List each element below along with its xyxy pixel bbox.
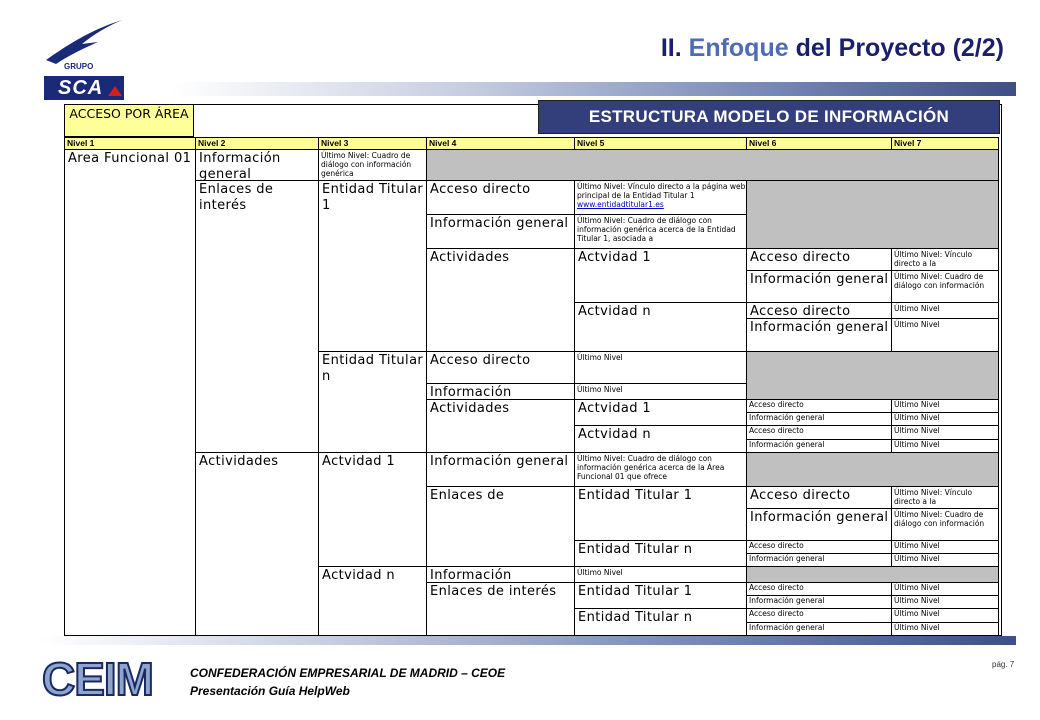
l4-actividades: Actividades xyxy=(426,399,575,453)
header-gradient-bar xyxy=(172,82,1016,96)
l6-info-general-small: Información general xyxy=(746,622,892,636)
l4-acceso-directo: Acceso directo xyxy=(426,180,575,215)
l7-ultimo-nivel: Último Nivel xyxy=(891,399,999,413)
l6-info-general-small: Información general xyxy=(746,412,892,426)
l5-ultimo-nivel: Último Nivel xyxy=(574,383,747,400)
level-header: Nivel 2 xyxy=(195,137,319,150)
l4-informacion: Información xyxy=(426,383,575,400)
l6-acceso-directo-small: Acceso directo xyxy=(746,582,892,596)
l4-enlaces-interes: Enlaces de interés xyxy=(426,582,575,636)
l5-ultimo-nivel: Último Nivel xyxy=(574,351,747,384)
l3-actvidad-n: Actvidad n xyxy=(318,566,427,636)
l5-entidad-titular-1: Entidad Titular 1 xyxy=(574,486,747,541)
organization-name: CONFEDERACIÓN EMPRESARIAL DE MADRID – CEOE xyxy=(190,666,506,680)
l3-actvidad-1: Actvidad 1 xyxy=(318,452,427,567)
level-header: Nivel 5 xyxy=(574,137,747,150)
l5-entidad-titular-n: Entidad Titular n xyxy=(574,608,747,636)
entidad-link[interactable]: www.entidadtitular1.es xyxy=(577,200,664,209)
l3-entidad-titular-1: Entidad Titular 1 xyxy=(318,180,427,352)
l5-vinculo-directo: Último Nivel: Vínculo directo a la página web principal de la Entidad Titular 1 www.entidadtitular1.es xyxy=(574,180,747,215)
gray-fill xyxy=(746,566,999,583)
l4-informacion: Información xyxy=(426,566,575,583)
l3-ultimo-cuadro: Último Nivel: Cuadro de diálogo con información genérica xyxy=(318,149,427,181)
l7-ultimo-nivel: Último Nivel xyxy=(891,608,999,623)
ceim-logo-text: CEIM xyxy=(42,653,153,705)
l4-info-general: Información general xyxy=(426,214,575,249)
l7-ultimo-nivel: Último Nivel xyxy=(891,595,999,609)
l4-actividades: Actividades xyxy=(426,248,575,352)
footer-gradient-bar xyxy=(40,636,1016,645)
acceso-por-area-label: ACCESO POR ÁREA xyxy=(64,104,194,137)
l3-entidad-titular-n: Entidad Titular n xyxy=(318,351,427,453)
l7-cuadro: Último Nivel: Cuadro de diálogo con información xyxy=(891,508,999,541)
l7-ultimo-nivel: Último Nivel xyxy=(891,582,999,596)
l6-info-general-small: Información general xyxy=(746,553,892,567)
l7-ultimo-nivel: Último Nivel xyxy=(891,540,999,554)
level-header: Nivel 3 xyxy=(318,137,427,150)
l6-info-general-small: Información general xyxy=(746,439,892,453)
l5-actvidad-n: Actvidad n xyxy=(574,425,747,453)
l7-ultimo-nivel: Último Nivel xyxy=(891,425,999,440)
l6-acceso-directo-small: Acceso directo xyxy=(746,540,892,554)
l7-ultimo-nivel: Último Nivel xyxy=(891,622,999,636)
l7-ultimo-nivel: Último Nivel xyxy=(891,318,999,352)
l6-info-general: Información general xyxy=(746,318,892,352)
l6-acceso-directo: Acceso directo xyxy=(746,248,892,271)
logo-red-mark xyxy=(108,86,122,96)
l6-acceso-directo-small: Acceso directo xyxy=(746,425,892,440)
l6-acceso-directo-small: Acceso directo xyxy=(746,399,892,413)
l2-info-general: Información general xyxy=(195,149,319,181)
l5-cuadro-area: Último Nivel: Cuadro de diálogo con información genérica acerca de la Área Funcional 01 que ofrece xyxy=(574,452,747,487)
gray-fill xyxy=(746,351,999,400)
level-header: Nivel 1 xyxy=(64,137,196,150)
l5-cuadro-entidad: Último Nivel: Cuadro de diálogo con información genérica acerca de la Entidad Titular 1, asociada a xyxy=(574,214,747,249)
l5-actvidad-1: Actvidad 1 xyxy=(574,399,747,426)
l2-enlaces-interes: Enlaces de interés xyxy=(195,180,319,453)
l4-info-general: Información general xyxy=(426,452,575,487)
grupo-sca-logo xyxy=(38,16,138,102)
l5-actvidad-1: Actvidad 1 xyxy=(574,248,747,303)
l6-acceso-directo-small: Acceso directo xyxy=(746,608,892,623)
l7-ultimo-nivel: Último Nivel xyxy=(891,439,999,453)
ceim-logo xyxy=(40,654,168,706)
section-title: ESTRUCTURA MODELO DE INFORMACIÓN xyxy=(538,100,1000,134)
level-header: Nivel 7 xyxy=(891,137,999,150)
l5-ultimo-nivel: Último Nivel xyxy=(574,566,747,583)
presentation-subtitle: Presentación Guía HelpWeb xyxy=(190,684,350,698)
l7-ultimo-nivel: Último Nivel xyxy=(891,553,999,567)
l7-vinculo: Último Nivel: Vínculo directo a la xyxy=(891,248,999,271)
page-number: pág. 7 xyxy=(992,660,1015,669)
gray-fill xyxy=(746,180,999,249)
l4-enlaces-de: Enlaces de xyxy=(426,486,575,567)
area-funcional-cell: Area Funcional 01 xyxy=(64,149,196,636)
l5-entidad-titular-n: Entidad Titular n xyxy=(574,540,747,567)
page-title: II. Enfoque del Proyecto (2/2) xyxy=(660,34,1004,62)
l7-vinculo: Último Nivel: Vínculo directo a la xyxy=(891,486,999,509)
l6-info-general: Información general xyxy=(746,508,892,541)
level-header: Nivel 4 xyxy=(426,137,575,150)
l7-ultimo-nivel: Último Nivel xyxy=(891,412,999,426)
l5-actvidad-n: Actvidad n xyxy=(574,302,747,352)
gray-fill xyxy=(746,452,999,487)
gray-fill xyxy=(426,149,999,181)
l2-actividades: Actividades xyxy=(195,452,319,636)
l5-entidad-titular-1: Entidad Titular 1 xyxy=(574,582,747,609)
l6-info-general-small: Información general xyxy=(746,595,892,609)
l4-acceso-directo: Acceso directo xyxy=(426,351,575,384)
logo-sca-text: SCA xyxy=(58,77,104,99)
logo-grupo-text: GRUPO xyxy=(64,62,94,71)
l7-ultimo-nivel: Último Nivel xyxy=(891,302,999,319)
level-header: Nivel 6 xyxy=(746,137,892,150)
l6-acceso-directo: Acceso directo xyxy=(746,486,892,509)
l7-cuadro: Último Nivel: Cuadro de diálogo con información xyxy=(891,270,999,303)
l6-acceso-directo: Acceso directo xyxy=(746,302,892,319)
l6-info-general: Información general xyxy=(746,270,892,303)
